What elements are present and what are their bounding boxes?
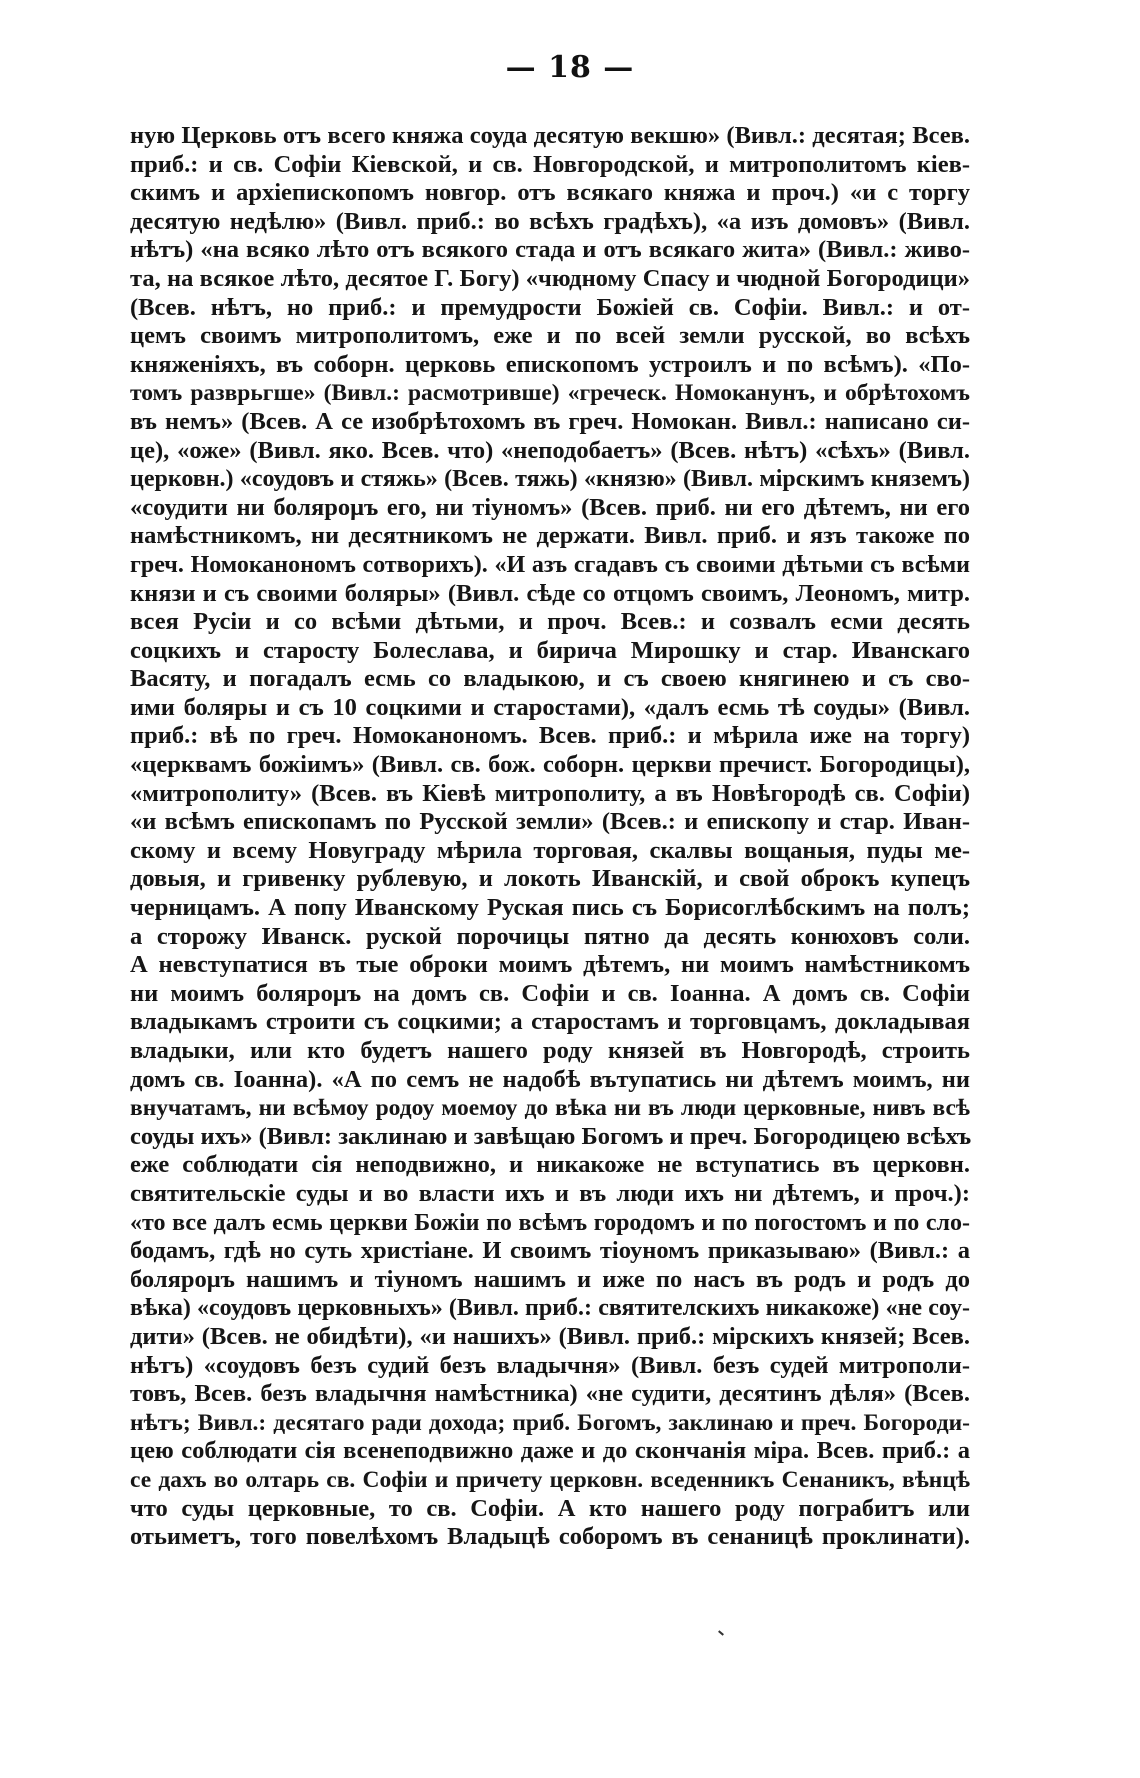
text-line: Васяту, и погадалъ есмь со владыкою, и съ своею княгинею и съ сво- xyxy=(130,665,970,693)
text-line: княженіяхъ, въ соборн. церковь епископомъ устроилъ и по всѣмъ). «По- xyxy=(130,350,970,378)
stray-ink-mark xyxy=(718,1630,724,1635)
text-line: ими боляры и съ 10 соцкими и старостами), «далъ есмь тѣ соуды» (Вивл. xyxy=(130,693,970,721)
text-line: цемъ своимъ митрополитомъ, еже и по всей земли русской, во всѣхъ xyxy=(130,322,970,350)
text-line: цею соблюдати сія всенеподвижно даже и до скончанія міра. Всев. приб.: а xyxy=(130,1437,970,1465)
text-line: вѣка) «соудовъ церковныхъ» (Вивл. приб.: святителскихъ никакоже) «не соу- xyxy=(130,1295,970,1322)
text-line: всея Русіи и со всѣми дѣтьми, и проч. Всев.: и созвалъ есми десять xyxy=(130,608,970,636)
text-line: владыкамъ строити съ соцкими; а старостамъ и торговцамъ, докладывая xyxy=(130,1008,970,1036)
text-line: товъ, Всев. безъ владычня намѣстника) «не судити, десятинъ дѣля» (Всев. xyxy=(130,1380,970,1408)
text-line: ную Церковь отъ всего княжа соуда десятую векшю» (Вивл.: десятая; Всев. xyxy=(130,122,970,149)
text-line: А невступатися въ тые оброки моимъ дѣтемъ, ни моимъ намѣстникомъ xyxy=(130,951,970,979)
text-line: це), «оже» (Вивл. яко. Всев. что) «неподобаетъ» (Всев. нѣтъ) «сѣхъ» (Вивл. xyxy=(130,436,970,464)
text-line: се дахъ во олтарь св. Софіи и причету церковн. вседенникъ Сенаникъ, вѣнцѣ xyxy=(130,1466,970,1493)
text-line: «и всѣмъ епископамъ по Русской земли» (Всев.: и епископу и стар. Иван- xyxy=(130,808,970,836)
text-line: домъ св. Іоанна). «А по семъ не надобѣ вътупатись ни дѣтемъ моимъ, ни xyxy=(130,1065,970,1093)
text-line: «то все далъ есмь церкви Божіи по всѣмъ городомъ и по погостомъ и по сло- xyxy=(130,1209,970,1236)
text-line: приб.: вѣ по греч. Номоканономъ. Всев. приб.: и мѣрила иже на торгу) xyxy=(130,722,970,750)
text-line: церковн.) «соудовъ и стяжь» (Всев. тяжь) «князю» (Вивл. мірскимъ княземъ) xyxy=(130,466,970,493)
text-line: святительскіе суды и во власти ихъ и въ люди ихъ ни дѣтемъ, и проч.): xyxy=(130,1179,970,1207)
text-line: еже соблюдати сія неподвижно, и никакоже не вступатись въ церковн. xyxy=(130,1151,970,1179)
page-number: — 18 — xyxy=(505,50,635,85)
text-line: довыя, и гривенку рублевую, и локоть Иванскій, и свой оброкъ купецъ xyxy=(130,865,970,893)
text-line: «соудити ни болярομъ его, ни тіуномъ» (Всев. приб. ни его дѣтемъ, ни его xyxy=(130,493,970,521)
text-line: что суды церковные, то св. Софіи. А кто нашего роду пограбитъ или xyxy=(130,1494,970,1522)
text-line: скимъ и архіепископомъ новгор. отъ всякаго княжа и проч.) «и с торгу xyxy=(130,179,970,207)
text-line: нѣтъ) «соудовъ безъ судий безъ владычня» (Вивл. безъ судей митрополи- xyxy=(130,1351,970,1379)
text-line: нѣтъ; Вивл.: десятаго ради дохода; приб. Богомъ, заклинаю и преч. Богороди- xyxy=(130,1409,970,1436)
text-line: та, на всякое лѣто, десятое Г. Богу) «чюдному Спасу и чюдной Богородици» xyxy=(130,264,970,292)
text-line: въ немъ» (Всев. А се изобрѣтохомъ въ греч. Номокан. Вивл.: написано си- xyxy=(130,407,970,435)
text-line: ни моимъ болярομъ на домъ св. Софіи и св. Іоанна. А домъ св. Софіи xyxy=(130,979,970,1007)
text-line: черницамъ. А попу Иванскому Руская пись съ Борисоглѣбскимъ на полъ; xyxy=(130,894,970,922)
text-line: приб.: и св. Софіи Кіевской, и св. Новгородской, и митрополитомъ кіев- xyxy=(130,150,970,178)
text-line: соцкихъ и старосту Болеслава, и бирича Мирошку и стар. Иванскаго xyxy=(130,636,970,664)
text-line: внучатамъ, ни всѣмоу родоу моемоу до вѣка ни въ люди церковные, нивъ всѣ xyxy=(130,1095,970,1122)
text-line: соуды ихъ» (Вивл: заклинаю и завѣщаю Богомъ и преч. Богородицею всѣхъ xyxy=(130,1122,972,1150)
text-line: греч. Номоканономъ сотворихъ). «И азъ сгадавъ съ своими дѣтьми съ всѣми xyxy=(130,551,970,578)
text-line: «церквамъ божіимъ» (Вивл. св. бож. соборн. церкви пречист. Богородицы), xyxy=(130,751,970,779)
text-line: отьиметъ, того повелѣхомъ Владыцѣ соборомъ въ сенаницѣ проклинати). xyxy=(130,1523,970,1551)
text-line: нѣтъ) «на всяко лѣто отъ всякого стада и отъ всякаго жита» (Вивл.: живо- xyxy=(130,236,970,264)
text-line: томъ разврьгше» (Вивл.: расмотривше) «греческ. Номоканунъ, и обрѣтохомъ xyxy=(130,380,970,407)
text-line: болярομъ нашимъ и тіуномъ нашимъ и иже по насъ въ родъ и родъ до xyxy=(130,1265,970,1293)
text-line: намѣстникомъ, ни десятникомъ не держати. Вивл. приб. и язъ такоже по xyxy=(130,522,970,550)
text-line: владыки, или кто будетъ нашего роду князей въ Новгородѣ, строить xyxy=(130,1037,970,1064)
text-line: бодамъ, гдѣ но суть христіане. И своимъ тіоуномъ приказываю» (Вивл.: а xyxy=(130,1237,970,1265)
text-line: дити» (Всев. не обидѣти), «и нашихъ» (Вивл. приб.: мірскихъ князей; Всев. xyxy=(130,1322,970,1350)
text-line: десятую недѣлю» (Вивл. приб.: во всѣхъ градѣхъ), «а изъ домовъ» (Вивл. xyxy=(130,207,970,235)
text-line: а сторожу Иванск. руской порочицы пятно да десять конюховъ соли. xyxy=(130,922,970,950)
text-line: (Всев. нѣтъ, но приб.: и премудрости Божіей св. Софіи. Вивл.: и от- xyxy=(130,293,970,321)
text-line: скому и всему Новуграду мѣрила торговая, скалвы вощаныя, пуды ме- xyxy=(130,836,970,864)
text-line: князи и съ своими боляры» (Вивл. сѣде со отцомъ своимъ, Леономъ, митр. xyxy=(130,579,970,607)
body-text xyxy=(130,122,970,1552)
text-line: «митрополиту» (Всев. въ Кіевѣ митрополиту, а въ Новѣгородѣ св. Софіи) xyxy=(130,779,970,807)
